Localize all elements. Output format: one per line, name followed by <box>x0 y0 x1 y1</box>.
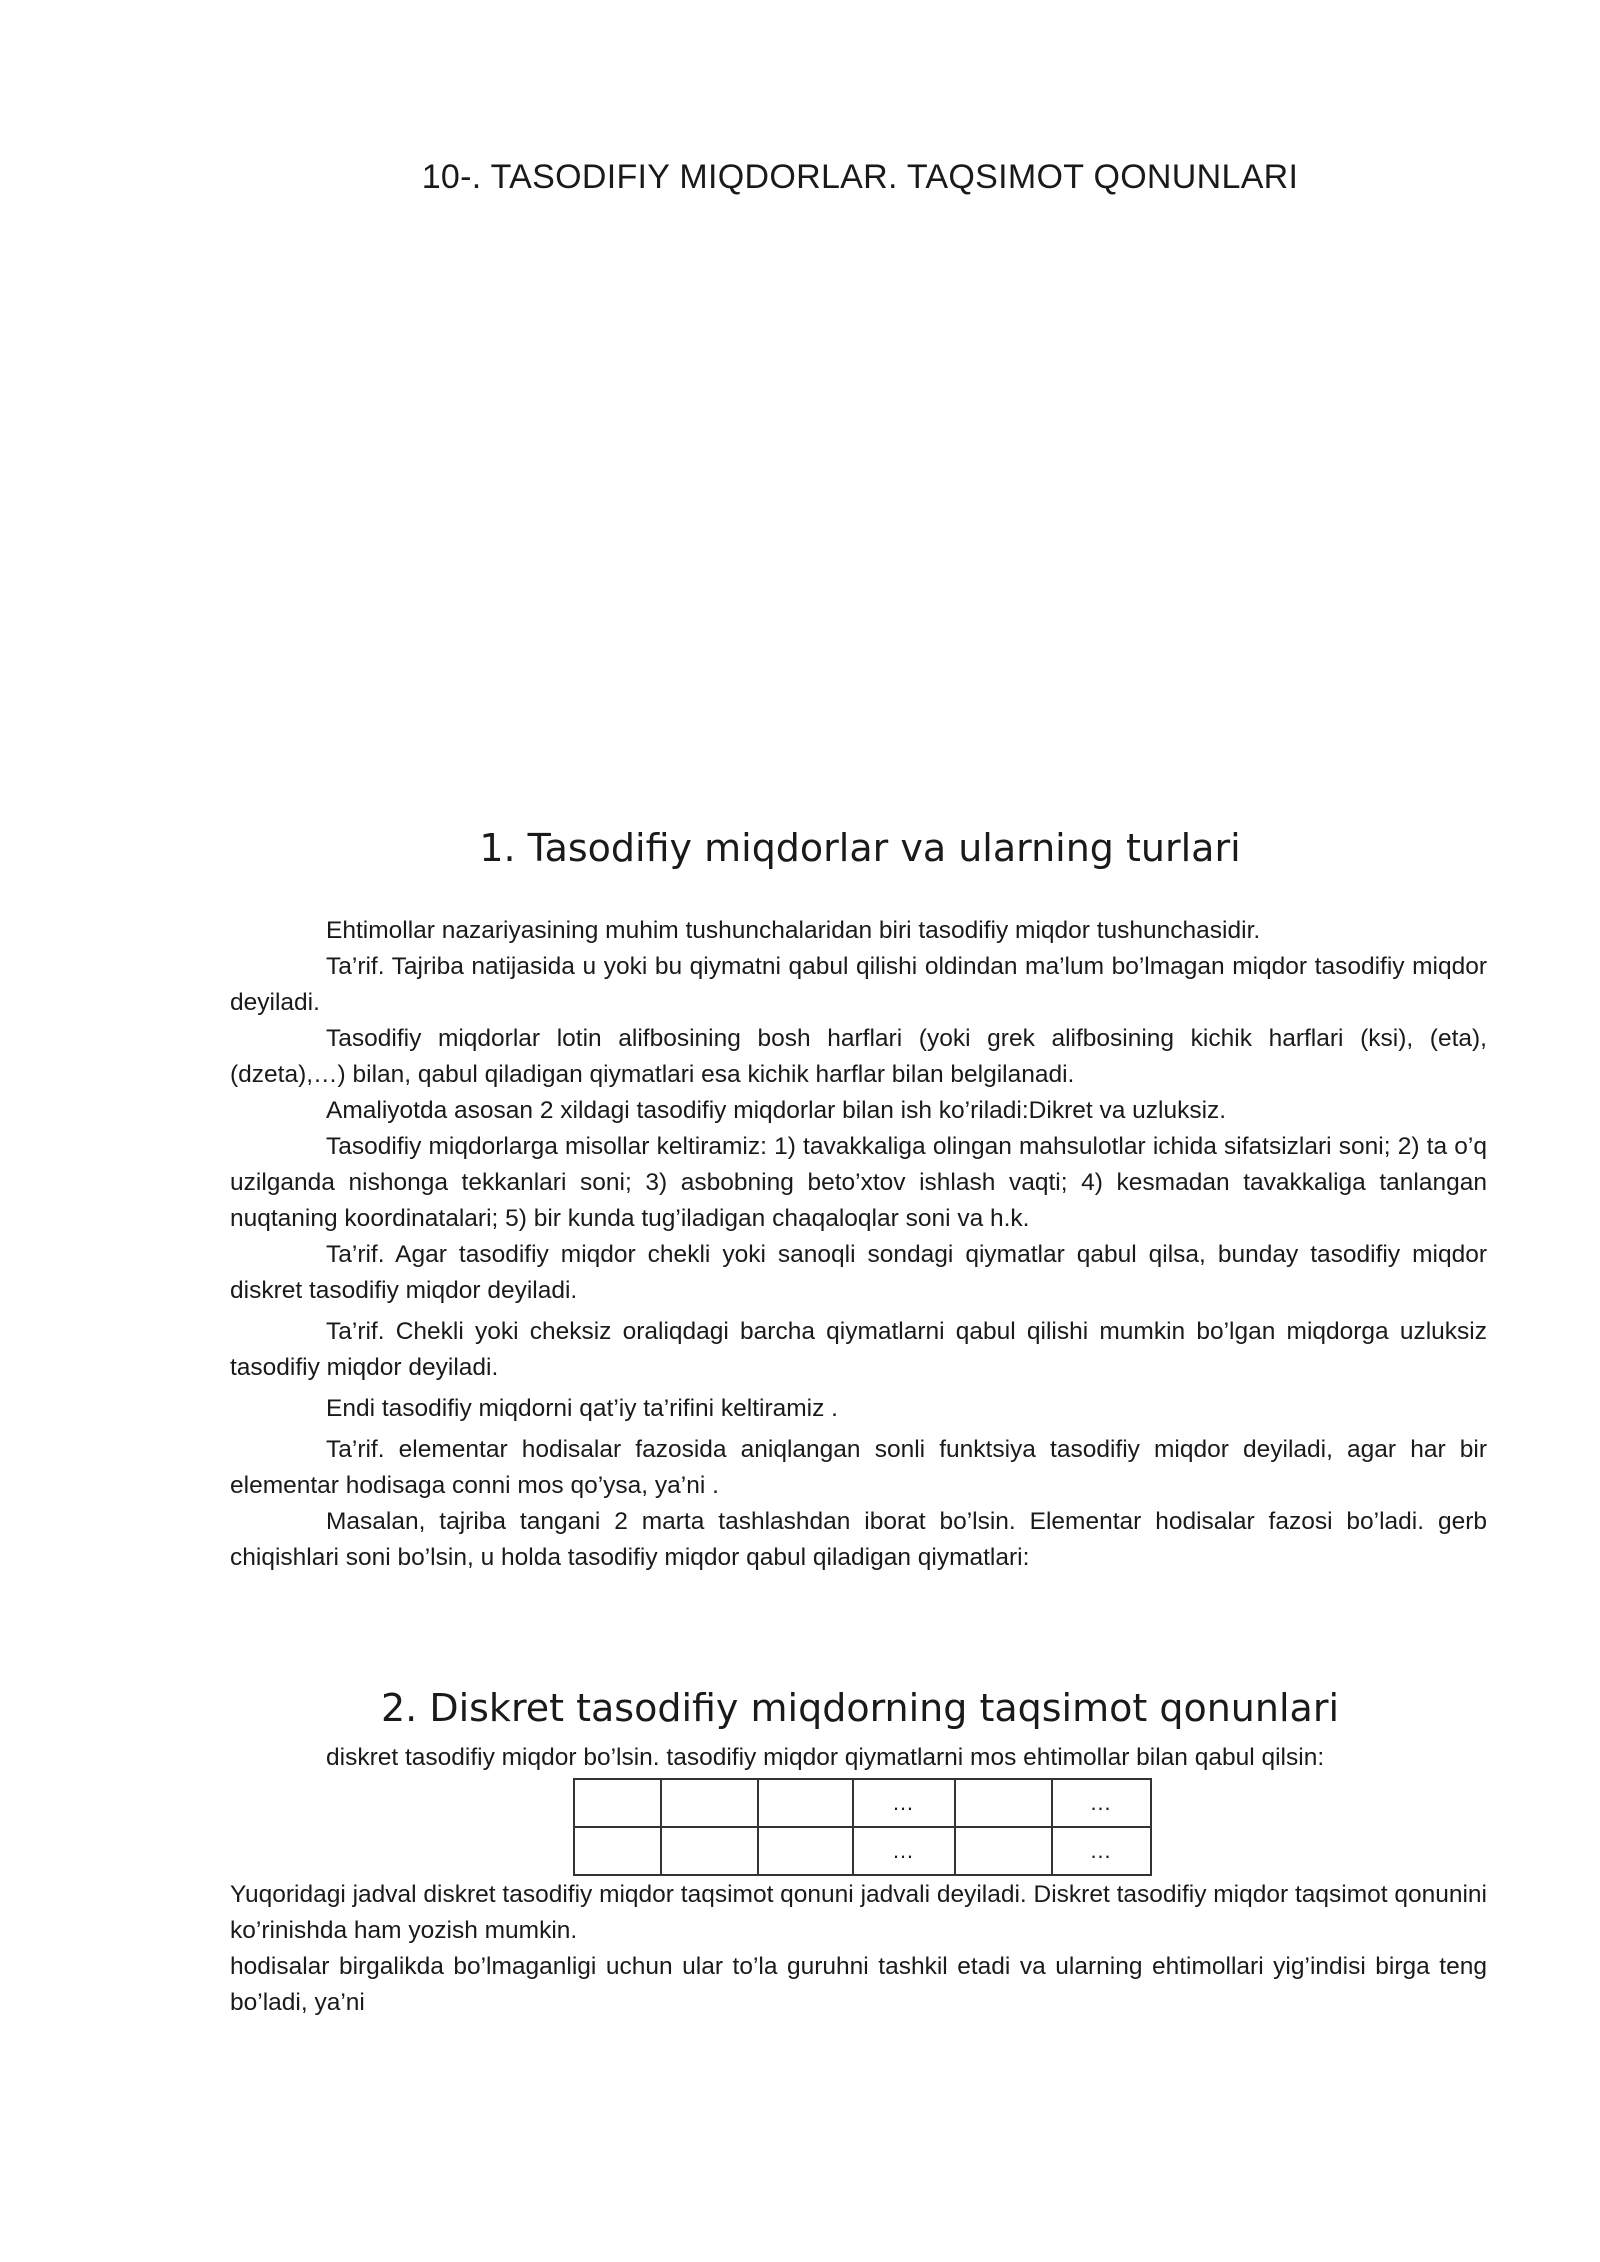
section-2-heading: 2. Diskret tasodifiy miqdorning taqsimot qonunlari <box>380 1686 1339 1730</box>
paragraph: Ehtimollar nazariyasining muhim tushunchalaridan biri tasodifiy miqdor tushunchasidir. <box>326 917 1261 944</box>
paragraph: Yuqoridagi jadval diskret tasodifiy miqdor taqsimot qonuni jadvali deyiladi. Diskret tasodifiy miqdor taqsimot qonunini ko’rinishda ham yozish mumkin. <box>230 1881 1487 1944</box>
paragraph: Ta’rif. Tajriba natijasida u yoki bu qiymatni qabul qilishi oldindan ma’lum bo’lmagan miqdor tasodifiy miqdor deyiladi. <box>230 953 1487 1016</box>
table-cell <box>955 1827 1052 1875</box>
table-cell: … <box>853 1779 955 1827</box>
paragraph: hodisalar birgalikda bo’lmaganligi uchun ular to’la guruhni tashkil etadi va ularning ehtimollari yig’indisi birga teng bo’ladi, ya’ni <box>230 1953 1487 2016</box>
table-row <box>574 1827 1151 1875</box>
section-1-body <box>230 913 1487 1576</box>
table-cell: … <box>853 1827 955 1875</box>
table-cell <box>758 1827 853 1875</box>
paragraph: Ta’rif. Agar tasodifiy miqdor chekli yoki sanoqli sondagi qiymatlar qabul qilsa, bunday tasodifiy miqdor diskret tasodifiy miqdor deyiladi. <box>230 1241 1487 1304</box>
section-1-heading: 1. Tasodifiy miqdorlar va ularning turlari <box>479 826 1241 870</box>
table-cell: … <box>1052 1827 1151 1875</box>
table-cell <box>574 1779 661 1827</box>
paragraph: Ta’rif. elementar hodisalar fazosida aniqlangan sonli funktsiya tasodifiy miqdor deyiladi, agar har bir elementar hodisaga conni mos qo’ysa, ya’ni . <box>230 1436 1487 1499</box>
table-row <box>574 1779 1151 1827</box>
table-cell <box>955 1779 1052 1827</box>
table-cell <box>574 1827 661 1875</box>
distribution-table <box>573 1778 1152 1876</box>
paragraph: Amaliyotda asosan 2 xildagi tasodifiy miqdorlar bilan ish ko’riladi:Dikret va uzluksiz. <box>326 1097 1227 1124</box>
table-cell <box>661 1779 758 1827</box>
table-cell <box>661 1827 758 1875</box>
paragraph: Tasodifiy miqdorlar lotin alifbosining bosh harflari (yoki grek alifbosining kichik harflari (ksi), (eta), (dzeta),…) bilan, qabul qiladigan qiymatlari esa kichik harflar bilan belgilanadi. <box>230 1025 1487 1088</box>
section-2-intro: diskret tasodifiy miqdor bo’lsin. tasodifiy miqdor qiymatlarni mos ehtimollar bilan qabul qilsin: <box>326 1744 1325 1771</box>
section-2-body <box>230 1877 1487 2021</box>
table-cell: … <box>1052 1779 1151 1827</box>
paragraph: Endi tasodifiy miqdorni qat’iy ta’rifini keltiramiz . <box>326 1395 838 1422</box>
paragraph: Masalan, tajriba tangani 2 marta tashlashdan iborat bo’lsin. Elementar hodisalar fazosi bo’ladi. gerb chiqishlari soni bo’lsin, u holda tasodifiy miqdor qabul qiladigan qiymatlari: <box>230 1508 1487 1571</box>
document-title: 10-. TASODIFIY MIQDORLAR. TAQSIMOT QONUNLARI <box>421 158 1299 196</box>
paragraph: Tasodifiy miqdorlarga misollar keltiramiz: 1) tavakkaliga olingan mahsulotlar ichida sifatsizlari soni; 2) ta o’q uzilganda nishonga tekkanlari soni; 3) asbobning beto’xtov ishlash vaqti; 4) kesmadan tavakkaliga tanlangan nuqtaning koordinatalari; 5) bir kunda tug’iladigan chaqaloqlar soni va h.k. <box>230 1133 1487 1232</box>
table-cell <box>758 1779 853 1827</box>
paragraph: Ta’rif. Chekli yoki cheksiz oraliqdagi barcha qiymatlarni qabul qilishi mumkin bo’lgan miqdorga uzluksiz tasodifiy miqdor deyiladi. <box>230 1318 1487 1381</box>
